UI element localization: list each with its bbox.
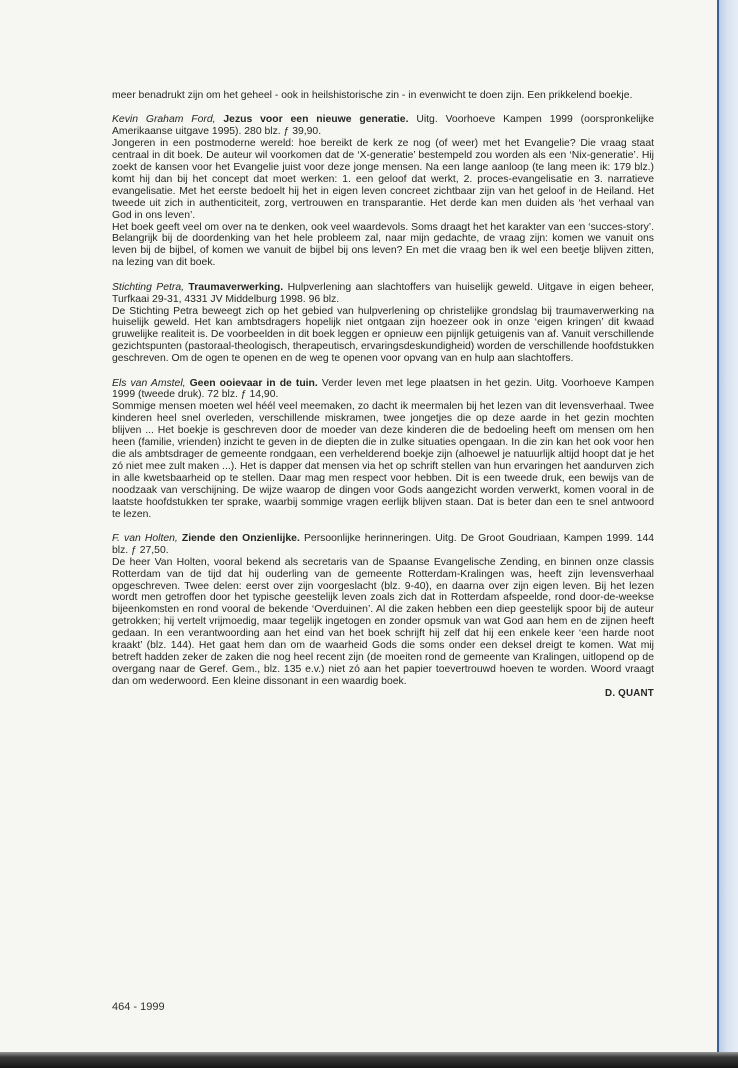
review-title: Geen ooievaar in de tuin. (189, 377, 318, 389)
review-author: Kevin Graham Ford, (112, 114, 216, 126)
review-van-amstel (112, 378, 654, 521)
review-header (112, 282, 654, 306)
review-ford (112, 114, 654, 269)
review-author: Stichting Petra, (112, 281, 184, 293)
review-publication: Uitg. Voorhoeve Kampen 1999 (oorspronkelijke Amerikaanse uitgave 1995). 280 blz. ƒ 39,90. (112, 114, 655, 138)
review-publication: Hulpverlening aan slachtoffers van huiselijk geweld. Uitgave in eigen beheer, Turfkaai 29-31, 4331 JV Middelburg 1998. 96 blz. (112, 281, 655, 305)
review-petra (112, 282, 654, 365)
review-van-holten (112, 533, 654, 688)
review-title: Jezus voor een nieuwe generatie. (223, 114, 409, 126)
review-paragraph: De heer Van Holten, vooral bekend als secretaris van de Spaanse Evangelische Zending, en binnen onze classis Rotterdam van de tijd dat hij ouderling van de gemeente Rotterdam-Kralingen was, heeft zijn levensverhaal opgeschreven. Twee delen: eerst over zijn voorgeslacht (blz. 9-40), en daarna over zijn eigen leven. Bij het lezen wordt men getroffen door het typische geestelijk leven zoals zich dat in Rotterdam afspeelde, rond door-de-weekse bijeenkomsten en rond vooral de bekende ‘Overduinen’. Al die zaken hebben een diep geestelijk spoor bij de auteur getrokken; hij vertelt vrijmoedig, maar tegelijk ingetogen en zonder opsmuk van wat God aan hem en de zijnen heeft gedaan. In een verantwoording aan het eind van het boek schrijft hij zelf dat hij een enkele keer ‘een harde noot kraakt’ (blz. 144). Het gaat hem dan om de waarheid Gods die soms onder een deksel dreigt te komen. Wat mij betreft hadden zeker de zaken die nog heel recent zijn (de moeiten rond de gemeente van Kralingen, uitlopend op de overgang naar de Geref. Gem., blz. 135 e.v.) niet zó aan het papier toevertrouwd hoeven te worden. Woord vraagt dan om wederwoord. Een kleine dissonant in een waardig boek. (112, 556, 654, 687)
review-header (112, 378, 654, 402)
intro-paragraph: meer benadrukt zijn om het geheel - ook in heilshistorische zin - in evenwicht te doen zijn. Een prikkelend boekje. (112, 90, 633, 101)
signature: D. QUANT (605, 687, 654, 699)
review-author: F. van Holten, (112, 532, 178, 544)
page-edge-right (717, 0, 738, 1052)
review-title: Ziende den Onzienlijke. (181, 532, 300, 544)
review-paragraph: De Stichting Petra beweegt zich op het gebied van hulpverlening op christelijke grondslag bij traumaverwerking na huiselijk geweld. Het kan ambtsdragers hopelijk niet ontgaan zijn hoezeer ook in onze ‘eigen kringen’ dit kwaad gruwelijke realiteit is. De voorbeelden in dit boek leggen er opnieuw een pijnlijk getuigenis van af. Vanuit verschillende gezichtspunten (pastoraal-theologisch, therapeutisch, ervaringsdeskundigheid) worden de verschillende hoofdstukken geschreven. Om de ogen te openen en de weg te openen voor opvang van en hulp aan slachtoffers. (112, 305, 654, 365)
review-publication: Persoonlijke herinneringen. Uitg. De Groot Goudriaan, Kampen 1999. 144 blz. ƒ 27,50. (112, 532, 655, 556)
review-publication: Verder leven met lege plaatsen in het gezin. Uitg. Voorhoeve Kampen 1999 (tweede druk). 72 blz. ƒ 14,90. (112, 377, 655, 401)
review-title: Traumaverwerking. (188, 281, 284, 293)
review-author: Els van Amstel, (112, 377, 186, 389)
article-body (112, 90, 654, 700)
page-number: 464 - 1999 (112, 1001, 165, 1013)
review-header (112, 114, 654, 138)
page-edge-bottom (0, 1052, 738, 1068)
review-paragraph: Het boek geeft veel om over na te denken, ook veel waardevols. Soms draagt het het karakter van een ‘succes-story’. Belangrijk bij de doordenking van het hele probleem zal, naar mijn gedachte, de vraag zijn: komen we vanuit ons leven bij de bijbel, of komen we vanuit de bijbel bij ons leven? En met die vraag ben ik wel een beetje blijven zitten, na lezing van dit boek. (112, 221, 654, 269)
review-header (112, 533, 654, 557)
review-paragraph: Jongeren in een postmoderne wereld: hoe bereikt de kerk ze nog (of weer) met het Evangelie? Die vraag staat centraal in dit boek. De auteur wil voorkomen dat de ‘X-generatie’ bestempeld zou worden als een ‘Nix-generatie’. Hij zoekt de kansen voor het Evangelie juist voor deze jonge mensen. Na een lange aanloop (te lang meen ik: 179 blz.) komt hij dan bij het concept dat moet werken: 1. een geloof dat werkt, 2. proces-evangelisatie en 3. narratieve evangelisatie. Met het eerste bedoelt hij het in eigen leven concreet zichtbaar zijn van het geloof in de Heiland. Het tweede uit zich in authenticiteit, zorg, vertrouwen en transparantie. Het derde kan men duiden als ‘het verhaal van God in ons leven’. (112, 138, 654, 221)
review-paragraph: Sommige mensen moeten wel héél veel meemaken, zo dacht ik meermalen bij het lezen van dit levensverhaal. Twee kinderen heel snel overleden, verschillende miskramen, twee jongetjes die op deze aarde in het gezin mochten blijven ... Het boekje is geschreven door de moeder van deze kinderen die de bedoeling heeft om mensen om hen heen (familie, vrienden) inzicht te geven in de diepten die in zulke situaties opengaan. In die zin kan het ook voor hen die als ambtsdrager de gemeente rondgaan, een verhelderend boekje zijn (alhoewel je natuurlijk altijd hoopt dat je het zó niet mee zult maken ...). Het is dapper dat mensen via het op schrift stellen van hun ervaringen het aandurven zich in alle kwetsbaarheid op te stellen. Daar mag men respect voor hebben. Dit is een tweede druk, een bewijs van de noodzaak van verschijning. De wijze waarop de dingen voor Gods aangezicht worden verwerkt, komen vooral in de laatste hoofdstukken ter sprake, waarbij sommige vragen eerlijk blijven staan. Dat is beter dan een te snel antwoord te lezen. (112, 401, 654, 520)
